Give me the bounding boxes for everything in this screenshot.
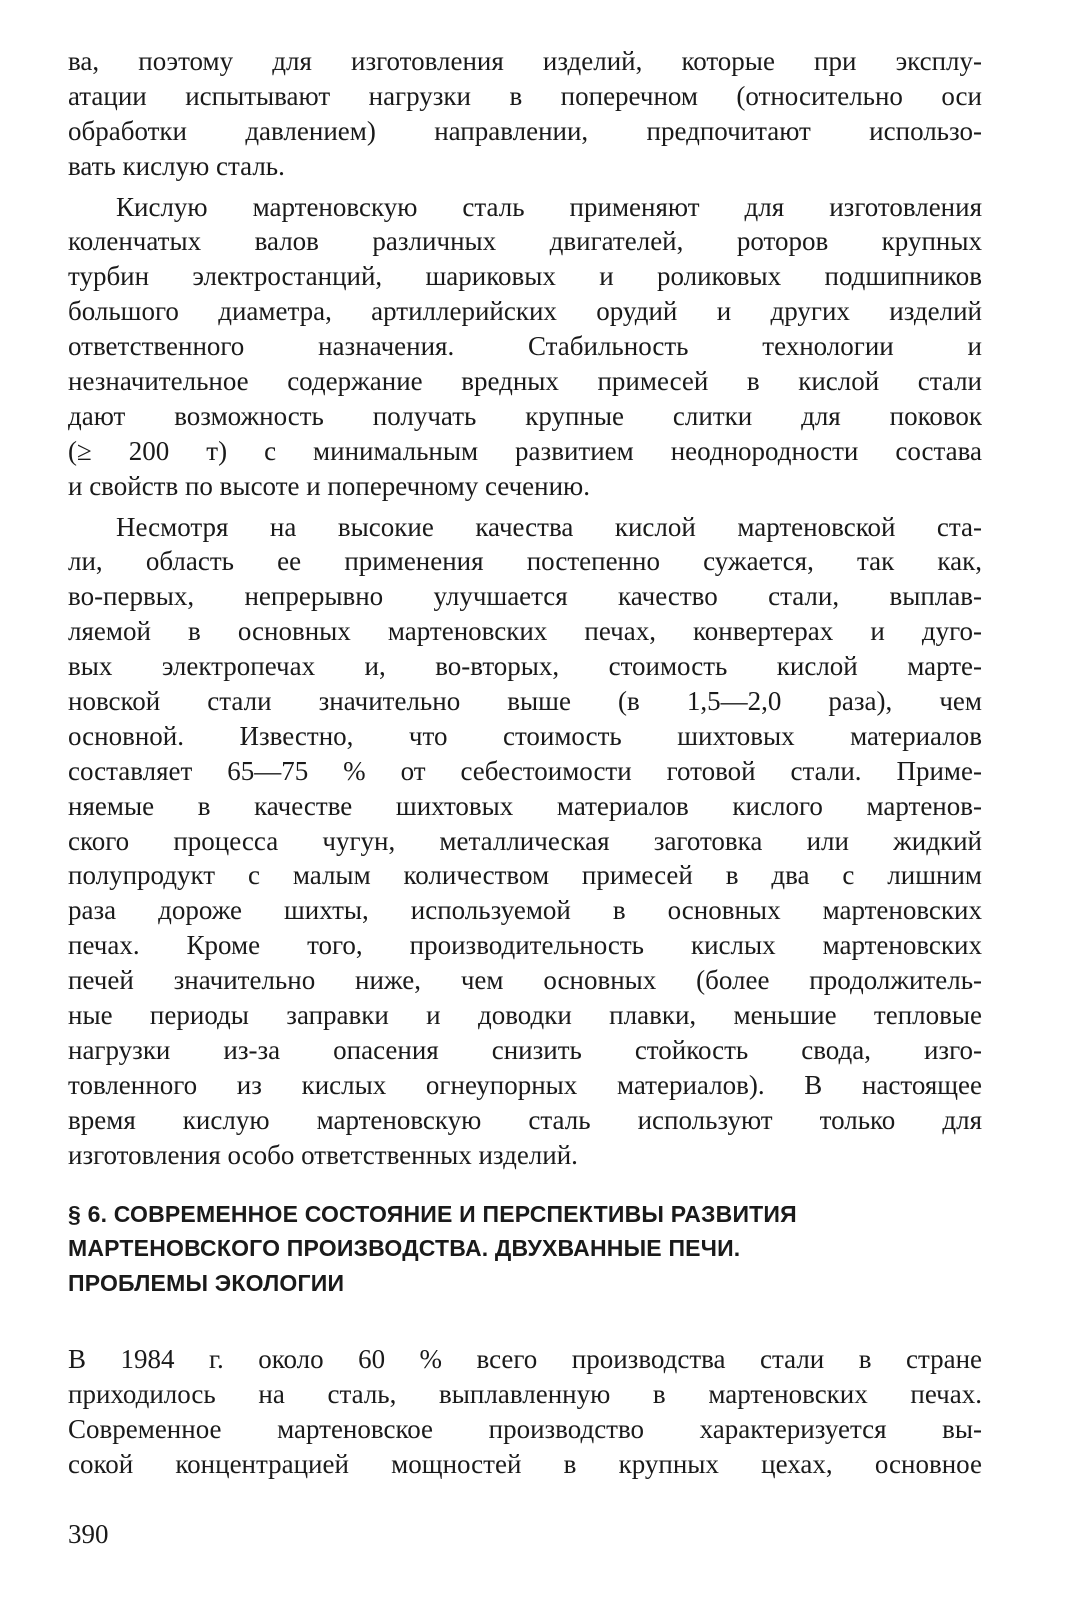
- page-number: 390: [68, 1519, 109, 1549]
- paragraph-1: [68, 44, 982, 184]
- heading-line: § 6. СОВРЕМЕННОЕ СОСТОЯНИЕ И ПЕРСПЕКТИВЫ РАЗВИТИЯ: [68, 1200, 797, 1227]
- text-line: составляет 65—75 % от себестоимости готовой стали. Приме-: [68, 755, 982, 786]
- text-line: основной. Известно, что стоимость шихтовых материалов: [68, 720, 982, 751]
- text-line: Несмотря на высокие качества кислой мартеновской ста-: [116, 511, 982, 542]
- paragraph-3: [68, 510, 982, 1173]
- text-line: атации испытывают нагрузки в поперечном (относительно оси: [68, 80, 982, 111]
- text-line: новской стали значительно выше (в 1,5—2,0 раза), чем: [68, 686, 982, 717]
- text-line: раза дороже шихты, используемой в основных мартеновских: [68, 895, 982, 926]
- text-line: сокой концентрацией мощностей в крупных цехах, основное: [68, 1448, 982, 1479]
- text-line: печах. Кроме того, производительность кислых мартеновских: [68, 930, 982, 961]
- text-line: няемые в качестве шихтовых материалов кислого мартенов-: [68, 790, 982, 821]
- text-line: и свойств по высоте и поперечному сечению.: [68, 470, 590, 501]
- text-line: (≥ 200 т) с минимальным развитием неоднородности состава: [68, 435, 982, 466]
- text-line: ского процесса чугун, металлическая заготовка или жидкий: [68, 825, 982, 856]
- text-line: вых электропечах и, во-вторых, стоимость кислой марте-: [68, 651, 982, 682]
- heading-line: МАРТЕНОВСКОГО ПРОИЗВОДСТВА. ДВУХВАННЫЕ ПЕЧИ.: [68, 1235, 741, 1261]
- text-line: вать кислую сталь.: [68, 150, 285, 181]
- text-line: нагрузки из-за опасения снизить стойкость свода, изго-: [68, 1034, 982, 1065]
- paragraph-4: [68, 1342, 982, 1482]
- text-line: ные периоды заправки и доводки плавки, меньшие тепловые: [68, 1000, 982, 1031]
- text-line: дают возможность получать крупные слитки для поковок: [68, 400, 982, 431]
- text-line: изготовления особо ответственных изделий.: [68, 1139, 578, 1170]
- text-line: ли, область ее применения постепенно сужается, так как,: [68, 546, 982, 577]
- page-body: [68, 44, 982, 1482]
- heading-line: ПРОБЛЕМЫ ЭКОЛОГИИ: [68, 1269, 345, 1296]
- text-line: полупродукт с малым количеством примесей в два с лишним: [68, 860, 982, 891]
- text-line: большого диаметра, артиллерийских орудий и других изделий: [68, 296, 982, 327]
- text-line: ляемой в основных мартеновских печах, конвертерах и дуго-: [68, 616, 982, 647]
- text-line: Кислую мартеновскую сталь применяют для изготовления: [116, 191, 982, 222]
- text-line: В 1984 г. около 60 % всего производства стали в стране: [68, 1344, 982, 1374]
- text-line: ва, поэтому для изготовления изделий, которые при эксплу-: [68, 46, 982, 76]
- text-line: Современное мартеновское производство характеризуется вы-: [68, 1413, 982, 1444]
- paragraph-2: [68, 190, 982, 504]
- text-line: во-первых, непрерывно улучшается качество стали, выплав-: [68, 581, 982, 612]
- text-line: товленного из кислых огнеупорных материалов). В настоящее: [68, 1069, 982, 1100]
- text-line: турбин электростанций, шариковых и роликовых подшипников: [68, 261, 982, 292]
- text-line: обработки давлением) направлении, предпочитают использо-: [68, 115, 982, 146]
- text-line: печей значительно ниже, чем основных (более продолжитель-: [68, 965, 982, 996]
- text-line: коленчатых валов различных двигателей, роторов крупных: [68, 226, 982, 257]
- text-line: незначительное содержание вредных примесей в кислой стали: [68, 366, 982, 397]
- text-line: ответственного назначения. Стабильность технологии и: [68, 331, 982, 362]
- section-heading: [68, 1197, 982, 1301]
- text-line: время кислую мартеновскую сталь используют только для: [68, 1104, 982, 1135]
- text-line: приходилось на сталь, выплавленную в мартеновских печах.: [68, 1378, 982, 1409]
